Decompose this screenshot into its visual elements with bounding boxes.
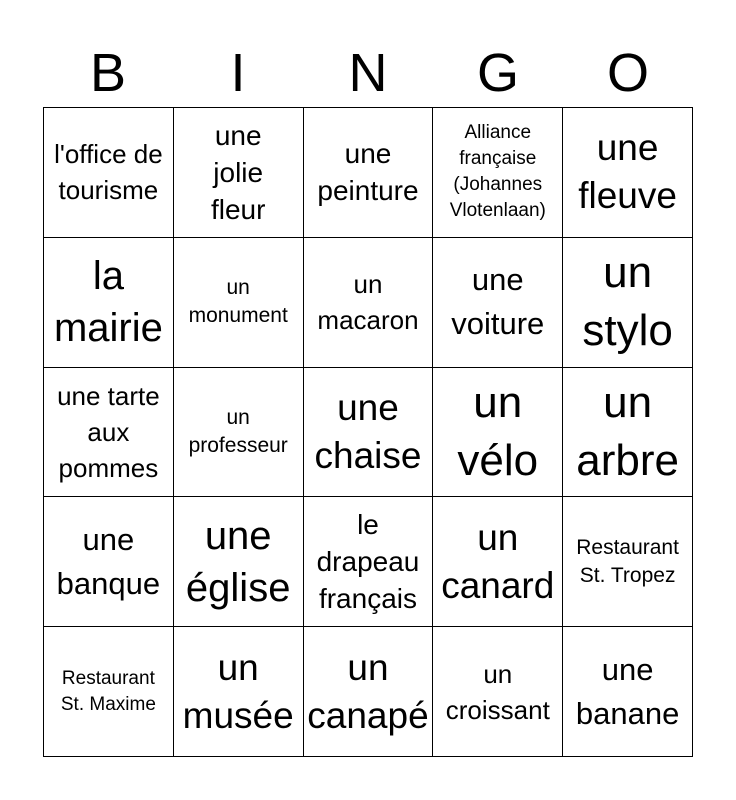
cell-text: un canapé bbox=[307, 646, 429, 736]
bingo-cell[interactable] bbox=[174, 497, 304, 627]
bingo-cell[interactable] bbox=[433, 368, 563, 498]
header-letter-g: G bbox=[476, 43, 519, 103]
cell-text: un monument bbox=[188, 276, 288, 328]
cell-text: un stylo bbox=[582, 248, 673, 356]
header-letter-i: I bbox=[230, 43, 246, 103]
cell-text: un musée bbox=[182, 646, 294, 736]
bingo-cell[interactable] bbox=[174, 627, 304, 757]
cell-text: une jolie fleur bbox=[210, 119, 266, 225]
bingo-cell[interactable] bbox=[174, 108, 304, 238]
bingo-cell[interactable] bbox=[563, 368, 693, 498]
cell-text: une église bbox=[185, 513, 291, 610]
cell-text: une banane bbox=[575, 651, 680, 731]
cell-text: une voiture bbox=[451, 262, 545, 342]
cell-text: le drapeau français bbox=[316, 509, 420, 615]
cell-text: un croissant bbox=[445, 658, 550, 725]
header-letter-o: O bbox=[606, 43, 649, 103]
bingo-cell[interactable] bbox=[433, 497, 563, 627]
bingo-cell[interactable] bbox=[174, 238, 304, 368]
bingo-cell[interactable] bbox=[563, 627, 693, 757]
bingo-header bbox=[43, 40, 693, 106]
bingo-cell[interactable] bbox=[563, 108, 693, 238]
bingo-cell[interactable] bbox=[44, 627, 174, 757]
bingo-cell[interactable] bbox=[433, 627, 563, 757]
cell-text: une banque bbox=[56, 521, 161, 601]
bingo-cell[interactable] bbox=[304, 368, 434, 498]
bingo-cell[interactable] bbox=[44, 108, 174, 238]
cell-text: une tarte aux pommes bbox=[57, 380, 160, 483]
cell-text: un vélo bbox=[457, 377, 539, 485]
bingo-cell[interactable] bbox=[563, 238, 693, 368]
bingo-cell[interactable] bbox=[563, 497, 693, 627]
bingo-grid bbox=[43, 107, 693, 757]
bingo-cell[interactable] bbox=[304, 108, 434, 238]
cell-text: la mairie bbox=[53, 254, 163, 351]
bingo-cell[interactable] bbox=[304, 497, 434, 627]
header-letter-n: N bbox=[348, 43, 388, 103]
bingo-cell[interactable] bbox=[44, 368, 174, 498]
bingo-cell[interactable] bbox=[44, 238, 174, 368]
bingo-cell[interactable] bbox=[44, 497, 174, 627]
cell-text: Alliance française (Johannes Vlotenlaan) bbox=[449, 122, 546, 222]
header-letter-b: B bbox=[89, 43, 127, 103]
cell-text: l'office de tourisme bbox=[54, 139, 163, 206]
cell-text: une chaise bbox=[314, 386, 422, 476]
bingo-cell[interactable] bbox=[433, 108, 563, 238]
bingo-cell[interactable] bbox=[304, 627, 434, 757]
bingo-cell[interactable] bbox=[433, 238, 563, 368]
cell-text: un professeur bbox=[188, 405, 288, 457]
cell-text: un macaron bbox=[317, 269, 419, 336]
cell-text: une fleuve bbox=[578, 127, 677, 217]
cell-text: un canard bbox=[441, 516, 555, 606]
cell-text: Restaurant St. Tropez bbox=[576, 535, 679, 587]
bingo-cell[interactable] bbox=[174, 368, 304, 498]
bingo-cell[interactable] bbox=[304, 238, 434, 368]
cell-text: Restaurant St. Maxime bbox=[60, 667, 156, 715]
cell-text: une peinture bbox=[317, 138, 419, 207]
cell-text: un arbre bbox=[576, 377, 679, 485]
